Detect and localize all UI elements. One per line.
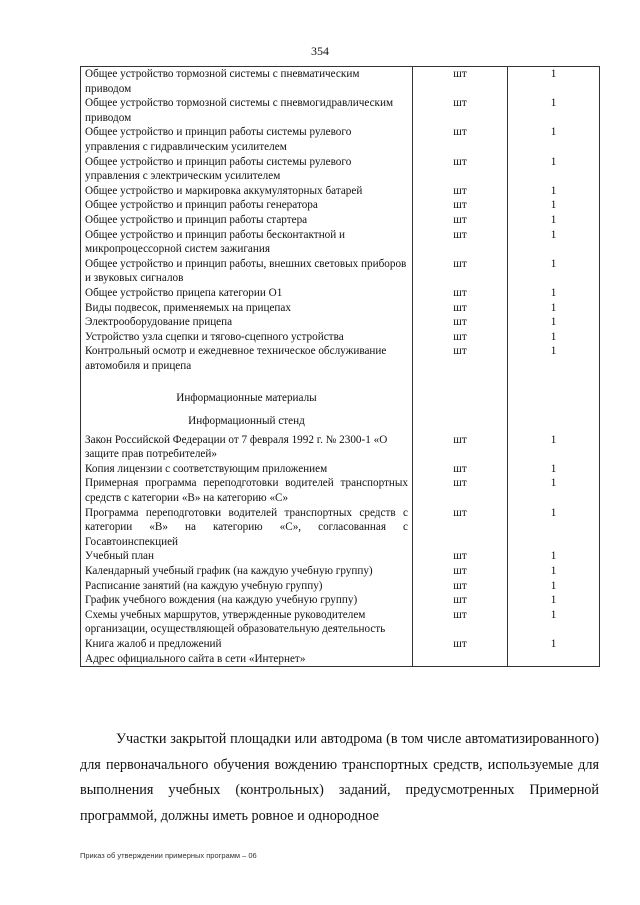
- item-unit: шт: [413, 228, 508, 257]
- empty-cell: [413, 387, 508, 410]
- item-name: Общее устройство тормозной системы с пневмогидравлическим приводом: [81, 96, 413, 125]
- empty-cell: [508, 410, 600, 433]
- item-name: Общее устройство и маркировка аккумуляторных батарей: [81, 184, 413, 199]
- item-unit: шт: [413, 506, 508, 550]
- item-quantity: 1: [508, 344, 600, 373]
- item-unit: шт: [413, 637, 508, 652]
- subsection-title: [81, 410, 600, 433]
- item-unit: шт: [413, 257, 508, 286]
- spacer-row: [81, 373, 600, 387]
- item-unit: шт: [413, 549, 508, 564]
- item-quantity: 1: [508, 213, 600, 228]
- item-unit: шт: [413, 330, 508, 345]
- table-row: [81, 184, 600, 199]
- item-quantity: 1: [508, 67, 600, 97]
- equipment-table-body: [81, 67, 600, 667]
- table-row: [81, 213, 600, 228]
- item-quantity: 1: [508, 637, 600, 652]
- item-quantity: 1: [508, 198, 600, 213]
- item-quantity: 1: [508, 286, 600, 301]
- item-quantity: 1: [508, 506, 600, 550]
- table-row: [81, 67, 600, 97]
- table-row: [81, 96, 600, 125]
- footer-note: Приказ об утверждении примерных программ – 06: [80, 851, 257, 860]
- table-row: [81, 637, 600, 652]
- item-quantity: [508, 652, 600, 667]
- item-unit: шт: [413, 564, 508, 579]
- item-name: Общее устройство и принцип работы генератора: [81, 198, 413, 213]
- table-row: [81, 579, 600, 594]
- item-name: Календарный учебный график (на каждую учебную группу): [81, 564, 413, 579]
- item-quantity: 1: [508, 476, 600, 505]
- item-quantity: 1: [508, 564, 600, 579]
- table-row: [81, 476, 600, 505]
- table-row: [81, 125, 600, 154]
- table-row: [81, 155, 600, 184]
- item-name: Электрооборудование прицепа: [81, 315, 413, 330]
- item-unit: шт: [413, 286, 508, 301]
- item-unit: шт: [413, 476, 508, 505]
- item-name: Программа переподготовки водителей транспортных средств с категории «В» на категорию «С», согласованная с Госавтоинспекцией: [81, 506, 413, 550]
- equipment-table: [80, 66, 600, 667]
- item-quantity: 1: [508, 184, 600, 199]
- item-unit: шт: [413, 155, 508, 184]
- item-quantity: 1: [508, 593, 600, 608]
- table-row: [81, 608, 600, 637]
- table-row: [81, 564, 600, 579]
- item-unit: шт: [413, 213, 508, 228]
- item-quantity: 1: [508, 315, 600, 330]
- item-name: Общее устройство и принцип работы системы рулевого управления с электрическим усилителем: [81, 155, 413, 184]
- item-name: Общее устройство и принцип работы бесконтактной и микропроцессорной систем зажигания: [81, 228, 413, 257]
- item-unit: [413, 652, 508, 667]
- item-quantity: 1: [508, 549, 600, 564]
- item-quantity: 1: [508, 257, 600, 286]
- item-unit: шт: [413, 344, 508, 373]
- item-unit: шт: [413, 315, 508, 330]
- item-quantity: 1: [508, 462, 600, 477]
- empty-cell: [413, 410, 508, 433]
- item-name: Копия лицензии с соответствующим приложением: [81, 462, 413, 477]
- item-quantity: 1: [508, 579, 600, 594]
- item-name: Общее устройство и принцип работы системы рулевого управления с гидравлическим усилителем: [81, 125, 413, 154]
- item-quantity: 1: [508, 96, 600, 125]
- table-row: [81, 344, 600, 373]
- item-name: Примерная программа переподготовки водителей транспортных средств с категории «В» на категорию «С»: [81, 476, 413, 505]
- table-row: [81, 652, 600, 667]
- item-name: Общее устройство и принцип работы стартера: [81, 213, 413, 228]
- empty-cell: [81, 373, 413, 387]
- item-unit: шт: [413, 198, 508, 213]
- item-unit: шт: [413, 608, 508, 637]
- empty-cell: [508, 373, 600, 387]
- item-quantity: 1: [508, 608, 600, 637]
- item-name: Закон Российской Федерации от 7 февраля 1992 г. № 2300-1 «О защите прав потребителей»: [81, 433, 413, 462]
- item-quantity: 1: [508, 301, 600, 316]
- table-row: [81, 286, 600, 301]
- item-name: Схемы учебных маршрутов, утвержденные руководителем организации, осуществляющей образовательную деятельность: [81, 608, 413, 637]
- item-name: Расписание занятий (на каждую учебную группу): [81, 579, 413, 594]
- table-row: [81, 462, 600, 477]
- table-row: [81, 433, 600, 462]
- item-name: Книга жалоб и предложений: [81, 637, 413, 652]
- item-unit: шт: [413, 593, 508, 608]
- item-unit: шт: [413, 301, 508, 316]
- section-title: [81, 387, 600, 410]
- item-unit: шт: [413, 462, 508, 477]
- item-quantity: 1: [508, 228, 600, 257]
- page-number: 354: [311, 44, 329, 58]
- item-name: Устройство узла сцепки и тягово-сцепного устройства: [81, 330, 413, 345]
- empty-cell: [508, 387, 600, 410]
- empty-cell: [413, 373, 508, 387]
- item-name: Адрес официального сайта в сети «Интернет»: [81, 652, 413, 667]
- paragraph: Участки закрытой площадки или автодрома (в том числе автоматизированного) для первоначального обучения вождению транспортных средств, используемые для выполнения учебных (контрольных) заданий, предусмотренных Примерной программой, должны иметь ровное и однородное: [80, 731, 599, 824]
- item-quantity: 1: [508, 125, 600, 154]
- item-quantity: 1: [508, 433, 600, 462]
- item-unit: шт: [413, 433, 508, 462]
- item-unit: шт: [413, 96, 508, 125]
- item-unit: шт: [413, 579, 508, 594]
- table-row: [81, 330, 600, 345]
- item-unit: шт: [413, 184, 508, 199]
- body-text: [80, 727, 599, 829]
- item-name: Учебный план: [81, 549, 413, 564]
- table-row: [81, 257, 600, 286]
- section-title-text: Информационные материалы: [81, 387, 413, 410]
- item-quantity: 1: [508, 330, 600, 345]
- table-row: [81, 301, 600, 316]
- subsection-title-text: Информационный стенд: [81, 410, 413, 433]
- item-name: Общее устройство прицепа категории О1: [81, 286, 413, 301]
- item-name: График учебного вождения (на каждую учебную группу): [81, 593, 413, 608]
- item-unit: шт: [413, 67, 508, 97]
- item-name: Контрольный осмотр и ежедневное техническое обслуживание автомобиля и прицепа: [81, 344, 413, 373]
- table-row: [81, 549, 600, 564]
- table-row: [81, 228, 600, 257]
- table-row: [81, 593, 600, 608]
- item-unit: шт: [413, 125, 508, 154]
- table-row: [81, 506, 600, 550]
- item-name: Виды подвесок, применяемых на прицепах: [81, 301, 413, 316]
- item-name: Общее устройство и принцип работы, внешних световых приборов и звуковых сигналов: [81, 257, 413, 286]
- item-name: Общее устройство тормозной системы с пневматическим приводом: [81, 67, 413, 97]
- table-row: [81, 315, 600, 330]
- table-row: [81, 198, 600, 213]
- item-quantity: 1: [508, 155, 600, 184]
